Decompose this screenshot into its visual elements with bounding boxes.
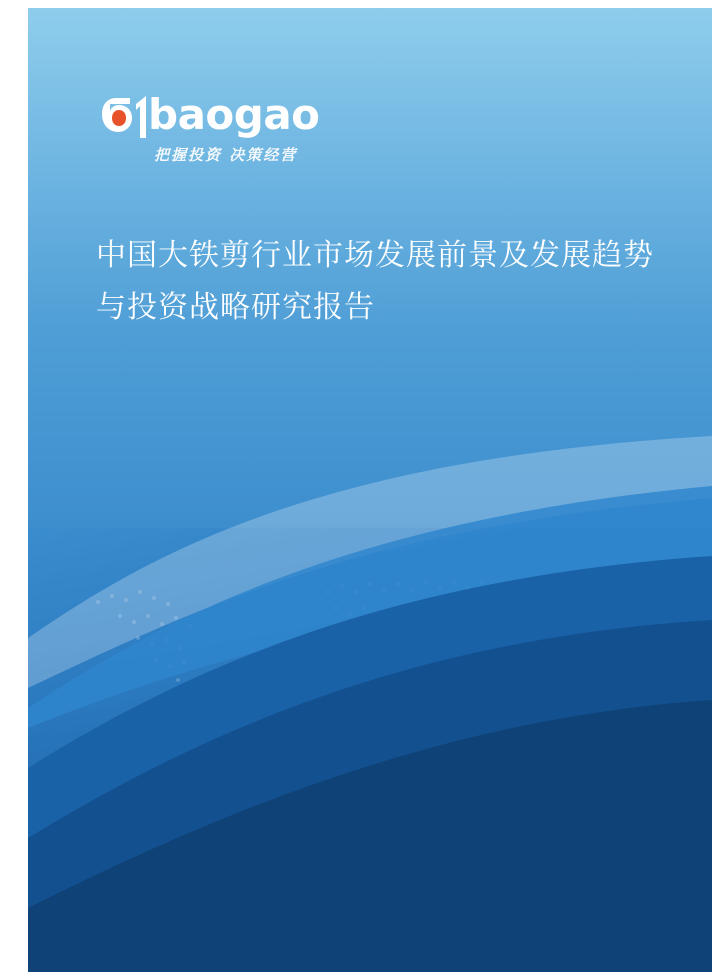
logo-slogan: 把握投资 决策经营 [154, 146, 298, 164]
cover-artwork [28, 8, 712, 972]
logo-brand-text: baogao [148, 90, 320, 139]
logo [96, 92, 336, 178]
report-title: 中国大铁剪行业市场发展前景及发展趋势与投资战略研究报告 [96, 238, 654, 325]
wave-graphic-dark [28, 438, 712, 972]
